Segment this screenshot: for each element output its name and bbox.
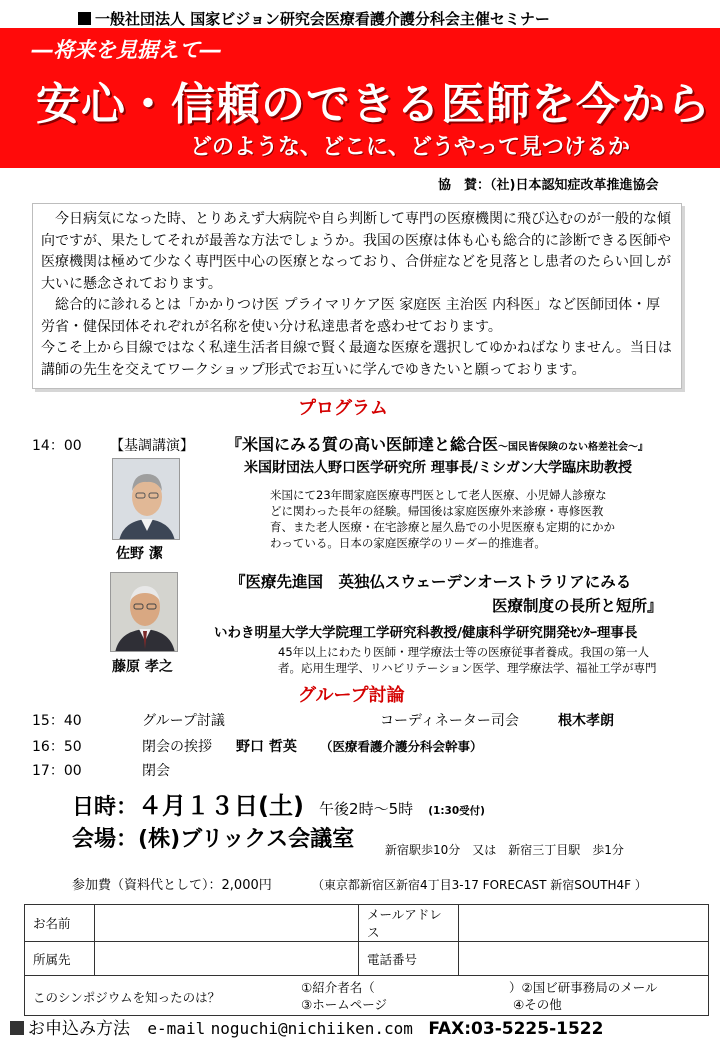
talk1-bio: [270, 487, 615, 551]
title-banner: [0, 28, 720, 168]
sponsor-line: 協 賛：（社)日本認知症改革推進協会: [438, 178, 659, 193]
event-access: 新宿駅歩10分 又は 新宿三丁目駅 歩1分: [385, 843, 624, 857]
schedule-label: 閉会の挨拶: [142, 739, 212, 755]
footer-email-label: e-mail: [147, 1019, 206, 1038]
event-address: （東京都新宿区新宿4丁目3-17 FORECAST 新宿SOUTH4F ）: [312, 878, 647, 892]
schedule-time: 17：00: [32, 763, 82, 779]
talk1-bio-line: わっている。日本の家庭医療学のリーダー的推進者。: [270, 536, 546, 550]
form-affiliation-field[interactable]: [95, 942, 359, 976]
speaker2-photo: [110, 572, 178, 652]
form-phone-label: 電話番号: [359, 942, 459, 976]
program-heading: プログラム: [298, 398, 388, 419]
schedule-label: 閉会: [142, 763, 170, 779]
talk1-affiliation: 米国財団法人野口医学研究所 理事長/ミシガン大学臨床助教授: [244, 460, 632, 476]
form-name-field[interactable]: [95, 905, 359, 942]
schedule-role: コーディネーター司会: [380, 713, 519, 729]
event-date-line: [72, 786, 485, 821]
talk2-bio-line: 45年以上にわたり医師・理学療法士等の医療従事者養成。我国の第一人: [278, 645, 650, 659]
form-option-homepage: ③ホームページ: [301, 996, 387, 1012]
form-email-field[interactable]: [459, 905, 709, 942]
schedule-person: 根木孝朗: [558, 713, 614, 729]
form-source-content: [33, 978, 700, 1014]
organizer-line: [78, 8, 550, 29]
talk1-bio-line: どに関わった長年の経験。帰国後は家庭医療外来診療・専修医教: [270, 504, 604, 518]
talk1-title: [226, 432, 648, 455]
talk1-title-text: 『米国にみる質の高い医師達と総合医: [226, 435, 499, 454]
event-venue-line: [72, 822, 354, 853]
form-source-row[interactable]: [25, 976, 709, 1016]
intro-paragraph-2: [41, 295, 673, 338]
intro-text-2: 総合的に診れるとは「かかりつけ医 プライマリケア医 家庭医 主治医 内科医」など医師団体・厚労省・健保団体それぞれが名称を使い分け私達患者を惑わせております。: [41, 297, 661, 335]
footer-email[interactable]: noguchi@nichiiken.com: [210, 1019, 413, 1038]
intro-box: [32, 203, 682, 389]
intro-paragraph-1: [41, 209, 673, 295]
event-time: 午後2時～5時: [319, 800, 414, 818]
form-option-referrer: ①紹介者名（: [301, 979, 375, 995]
footer-fax: FAX:03-5225-1522: [428, 1019, 604, 1039]
form-option-email: ）②国ビ研事務局のメール: [509, 979, 658, 995]
application-footer: [10, 1014, 603, 1039]
form-phone-field[interactable]: [459, 942, 709, 976]
talk2-title-line2: 医療制度の長所と短所』: [492, 597, 663, 615]
intro-paragraph-3: 今こそ上から目線ではなく私達生活者目線で賢く最適な医療を選択してゆかねばなりません。当日は講師の先生を交えてワークショップ形式でお互いに学んでゆきたいと願っております。: [41, 340, 672, 378]
bullet-square-icon: [78, 12, 91, 25]
event-date: ４月１３日(土): [138, 792, 304, 820]
schedule-label: グループ討議: [142, 713, 225, 729]
intro-text-1: 今日病気になった時、とりあえず大病院や自ら判断して専門の医療機関に飛び込むのが一般的な傾向ですが、果たしてそれが最善な方法でしょうか。我国の医療は体も心も総合的に診断できる医師や医療機関は極めて少なく専門医中心の医療となっており、合併症などを見落とし患者のたらい回しが大いに懸念されております。: [41, 211, 671, 292]
speaker1-photo: [112, 458, 180, 540]
program-time: 14：00: [32, 438, 82, 454]
form-email-label: メールアドレス: [359, 905, 459, 942]
talk2-title-line1: 『医療先進国 英独仏スウェーデンオーストラリアにみる: [230, 573, 632, 591]
form-option-other: ④その他: [513, 996, 562, 1012]
talk1-bio-line: 育、また老人医療・在宅診療と屋久島での小児医療も定期的にかか: [270, 520, 615, 534]
event-fee-line: [72, 874, 272, 893]
event-venue: (株)ブリックス会議室: [138, 827, 355, 852]
speaker1-name: 佐野 潔: [116, 546, 163, 562]
schedule-time: 16：50: [32, 739, 82, 755]
program-tag: 【基調講演】: [110, 438, 194, 454]
talk1-title-note: ～国民皆保険のない格差社会～』: [498, 442, 649, 453]
banner-kicker: ―将来を見据えて―: [32, 38, 221, 62]
event-fee: ：2,000円: [208, 878, 272, 893]
schedule-role: （医療看護介護分科会幹事）: [320, 739, 483, 754]
talk1-bio-line: 米国にて23年間家庭医療専門医として老人医療、小児婦人診療な: [270, 488, 607, 502]
form-name-label: お名前: [25, 905, 95, 942]
form-source-question: このシンポジウムを知ったのは？: [33, 989, 221, 1005]
fee-label: 参加費（資料代として）: [72, 878, 209, 893]
form-affiliation-label: 所属先: [25, 942, 95, 976]
schedule-person: 野口 哲英: [236, 739, 297, 755]
group-heading: グループ討論: [298, 685, 405, 706]
footer-label: お申込み方法: [28, 1019, 130, 1039]
speaker2-name: 藤原 孝之: [112, 659, 173, 675]
application-form: [24, 904, 709, 1016]
date-label: 日時：: [72, 795, 139, 820]
bullet-square-icon: [10, 1021, 24, 1035]
banner-subtitle: どのような、どこに、どうやって見つけるか: [190, 135, 631, 160]
venue-label: 会場：: [72, 827, 139, 852]
talk2-affiliation: いわき明星大学大学院理工学研究科教授/健康科学研究開発ｾﾝﾀｰ理事長: [214, 625, 638, 641]
talk2-bio-line: 者。応用生理学、リハビリテーション医学、理学療法学、福祉工学が専門: [278, 661, 657, 675]
schedule-time: 15：40: [32, 713, 82, 729]
banner-title: 安心・信頼のできる医師を今から: [36, 79, 711, 130]
organizer-text: 一般社団法人 国家ビジョン研究会医療看護介護分科会主催セミナー: [95, 10, 550, 28]
event-reception: (1:30受付): [428, 805, 485, 817]
talk2-bio: [278, 644, 656, 676]
